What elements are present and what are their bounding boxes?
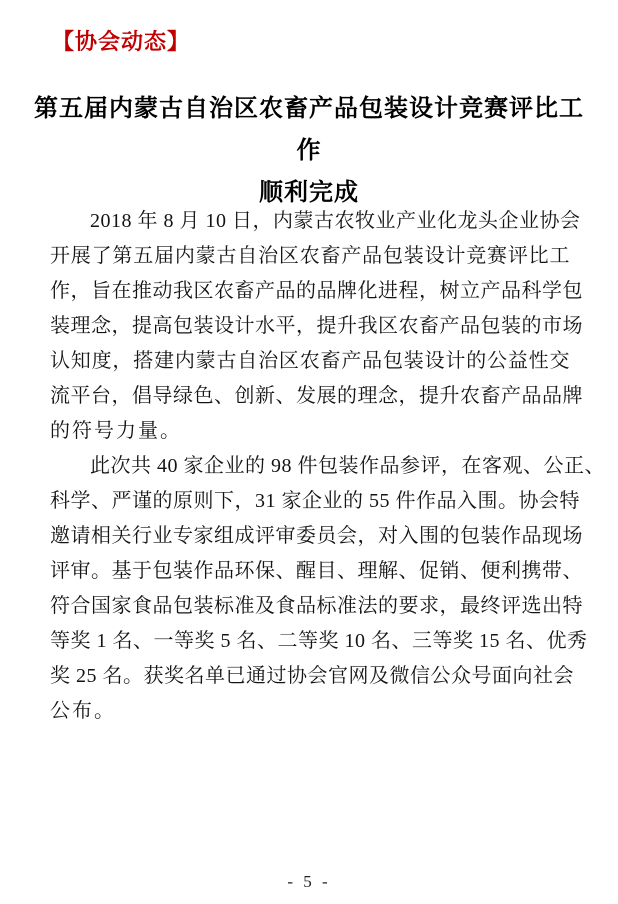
document-body <box>50 204 605 729</box>
body-line: 认知度，搭建内蒙古自治区农畜产品包装设计的公益性交 <box>50 350 570 372</box>
body-line: 流平台，倡导绿色、创新、发展的理念，提升农畜产品品牌 <box>50 385 583 407</box>
body-line: 邀请相关行业专家组成评审委员会，对入围的包装作品现场 <box>50 525 583 547</box>
body-line: 符合国家食品包装标准及食品标准法的要求，最终评选出特 <box>50 595 583 617</box>
body-line: 奖 25 名。获奖名单已通过协会官网及微信公众号面向社会 <box>50 665 574 687</box>
body-line: 装理念，提高包装设计水平，提升我区农畜产品包装的市场 <box>50 315 583 337</box>
body-line: 2018 年 8 月 10 日，内蒙古农牧业产业化龙头企业协会 <box>90 210 581 232</box>
title-line-1: 第五届内蒙古自治区农畜产品包装设计竞赛评比工作 <box>34 96 584 164</box>
body-line: 评审。基于包装作品环保、醒目、理解、促销、便利携带、 <box>50 560 583 582</box>
body-line: 等奖 1 名、一等奖 5 名、二等奖 10 名、三等奖 15 名、优秀 <box>50 630 588 652</box>
body-line: 此次共 40 家企业的 98 件包装作品参评，在客观、公正、 <box>90 455 605 477</box>
section-tag: 【协会动态】 <box>52 29 191 54</box>
page-number: - 5 - <box>287 872 331 891</box>
body-line: 开展了第五届内蒙古自治区农畜产品包装设计竞赛评比工 <box>50 245 570 267</box>
document-title <box>30 88 588 214</box>
body-line: 科学、严谨的原则下，31 家企业的 55 件作品入围。协会特 <box>50 490 580 512</box>
body-line: 的符号力量。 <box>50 420 182 442</box>
paragraph-2 <box>50 449 605 729</box>
page-footer <box>0 872 618 892</box>
body-line: 作，旨在推动我区农畜产品的品牌化进程，树立产品科学包 <box>50 280 583 302</box>
title-line-2: 顺利完成 <box>259 180 359 206</box>
paragraph-1 <box>50 204 583 449</box>
body-line: 公布。 <box>50 700 116 722</box>
